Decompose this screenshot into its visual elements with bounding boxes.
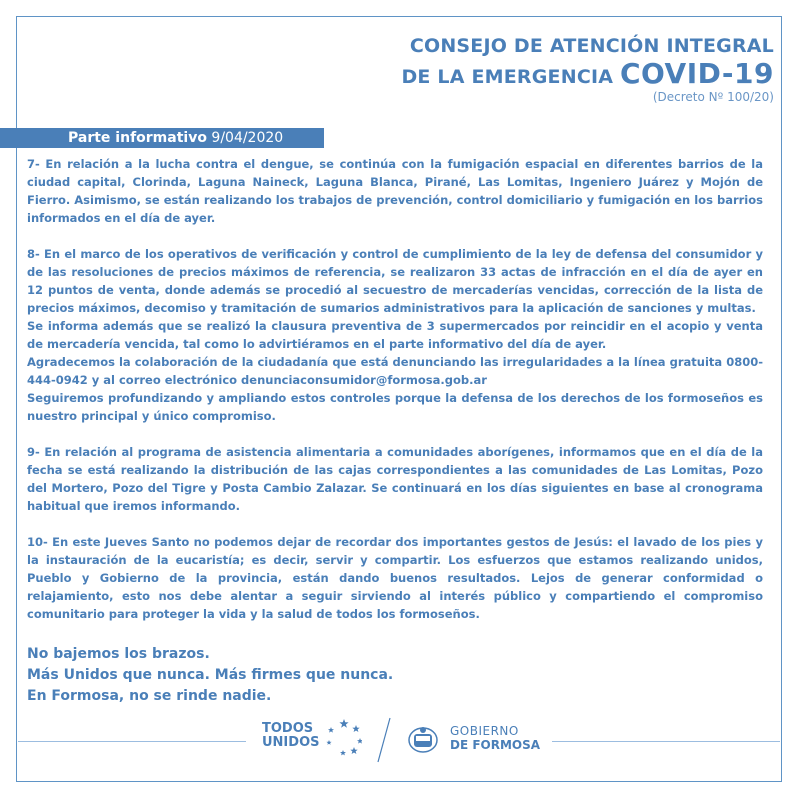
footer-divider-right	[552, 741, 780, 742]
title-line-2-prefix: DE LA EMERGENCIA	[401, 65, 620, 88]
de-formosa-text: DE FORMOSA	[450, 738, 541, 752]
paragraph-9: 9- En relación al programa de asistencia alimentaria a comunidades aborígenes, informamos que en el día de la fecha se está realizando la distribución de las cajas correspondientes a las comunidades de Las Lomitas, Pozo del Mortero, Pozo del Tigre y Posta Cambio Zalazar. Se continuará en los días siguientes en base al cronograma habitual que iremos informando.	[27, 445, 763, 513]
paragraph-8d: Seguiremos profundizando y ampliando estos controles porque la defensa de los derechos de los formoseños es nuestro principal y único compromiso.	[27, 391, 763, 423]
paragraph-8a: 8- En el marco de los operativos de verificación y control de cumplimiento de la ley de defensa del consumidor y de las resoluciones de precios máximos de referencia, se realizaron 33 actas de infracción en el día de ayer en 12 puntos de venta, donde además se procedió al secuestro de mercaderías vencidas, corrección de la lista de precios máximos, decomiso y tramitación de sumarios administrativos para la aplicación de sanciones y multas.	[27, 247, 763, 315]
closing-message	[27, 644, 393, 707]
closing-line-3: En Formosa, no se rinde nadie.	[27, 688, 272, 704]
title-covid: COVID-19	[619, 56, 774, 90]
paragraph-7: 7- En relación a la lucha contra el dengue, se continúa con la fumigación espacial en diferentes barrios de la ciudad capital, Clorinda, Laguna Naineck, Laguna Blanca, Pirané, Las Lomitas, Ingeniero Juárez y Mojón de Fierro. Asimismo, se están realizando los trabajos de prevención, control domiciliario y fumigación en los barrios informados en el día de ayer.	[27, 157, 763, 225]
gobierno-formosa-logo	[450, 724, 540, 752]
closing-line-2: Más Unidos que nunca. Más firmes que nunca.	[27, 667, 394, 683]
gobierno-text: GOBIERNO	[450, 724, 519, 738]
title-line-2	[401, 58, 774, 90]
report-band	[0, 128, 324, 148]
spacer	[27, 425, 763, 443]
closing-line-1: No bajemos los brazos.	[27, 646, 210, 662]
todos-text: TODOS	[262, 721, 314, 736]
paragraph-8c: Agradecemos la colaboración de la ciudadanía que está denunciando las irregularidades a la línea gratuita 0800-444-0942 y al correo electrónico denunciaconsumidor@formosa.gob.ar	[27, 355, 763, 387]
todos-unidos-logo	[262, 722, 319, 750]
paragraph-10: 10- En este Jueves Santo no podemos dejar de recordar dos importantes gestos de Jesús: el lavado de los pies y la instauración de la eucaristía; es decir, servir y compartir. Los esfuerzos que estamos realizando unidos, Pueblo y Gobierno de la provincia, están dando buenos resultados. Lejos de generar conformidad o relajamiento, esto nos debe alentar a seguir sirviendo al interés público y compartiendo el compromiso comunitario para proteger la vida y la salud de todos los formoseños.	[27, 535, 763, 621]
title-line-1: CONSEJO DE ATENCIÓN INTEGRAL	[409, 35, 774, 57]
paragraph-8b: Se informa además que se realizó la clausura preventiva de 3 supermercados por reincidir en el acopio y venta de mercadería vencida, tal como lo advirtiéramos en el parte informativo del día de ayer.	[27, 319, 763, 351]
footer-divider-left	[18, 741, 246, 742]
header	[401, 36, 774, 105]
provincial-shield-icon	[406, 724, 440, 754]
divider-slash-icon	[376, 716, 392, 764]
report-label: Parte informativo	[68, 130, 207, 146]
report-date: 9/04/2020	[211, 130, 284, 146]
spacer	[27, 227, 763, 245]
report-body	[27, 155, 763, 623]
spacer	[27, 515, 763, 533]
unidos-text: UNIDOS	[262, 735, 320, 750]
stars-circle-icon	[326, 718, 362, 756]
decree-reference: (Decreto Nº 100/20)	[652, 90, 774, 105]
